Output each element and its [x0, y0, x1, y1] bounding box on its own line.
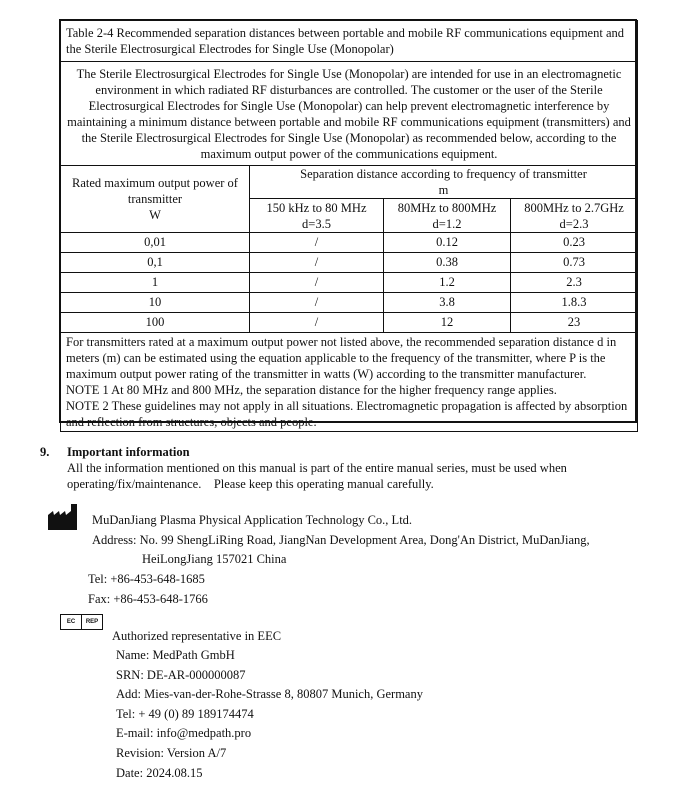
- distance-cell: 1.8.3: [511, 293, 638, 313]
- table-row: [61, 233, 638, 253]
- representative-email: E-mail: info@medpath.pro: [116, 726, 252, 741]
- note-1: NOTE 1 At 80 MHz and 800 MHz, the separation distance for the higher frequency range applies.: [66, 383, 557, 397]
- representative-address: Add: Mies-van-der-Rohe-Strasse 8, 80807 Munich, Germany: [116, 687, 423, 702]
- freq-formula-label: d=2.3: [559, 216, 589, 231]
- distance-cell: /: [250, 273, 384, 293]
- section-body: [40, 460, 640, 492]
- distance-cell: /: [250, 253, 384, 273]
- table-row: [61, 273, 638, 293]
- table-row: [61, 253, 638, 273]
- power-column-header: [61, 166, 250, 233]
- separation-header-unit: m: [438, 183, 449, 197]
- distance-cell: /: [250, 233, 384, 253]
- note-2: NOTE 2 These guidelines may not apply in all situations. Electromagnetic propagation is affected by absorption and reflection from structures, objects and people.: [66, 399, 628, 429]
- freq-formula-label: d=1.2: [432, 216, 462, 231]
- freq-header-80mhz-800mhz: [384, 199, 511, 233]
- representative-name: Name: MedPath GmbH: [116, 648, 235, 662]
- table-row: [61, 293, 638, 313]
- distance-cell: 1.2: [384, 273, 511, 293]
- distance-cell: 23: [511, 313, 638, 333]
- manufacturer-contact: [88, 569, 208, 609]
- manufacturer-address-line2: HeiLongJiang 157021 China: [142, 552, 287, 566]
- manufacturer-factory-icon: [47, 503, 79, 531]
- power-cell: 0,01: [61, 233, 250, 253]
- representative-info: [116, 646, 423, 783]
- freq-header-150khz-80mhz: [250, 199, 384, 233]
- separation-header-line1: Separation distance according to frequency of transmitter: [300, 167, 587, 181]
- freq-range-label: 150 kHz to 80 MHz: [266, 200, 367, 215]
- table-row: [61, 313, 638, 333]
- distance-cell: 3.8: [384, 293, 511, 313]
- representative-srn: SRN: DE-AR-000000087: [116, 667, 246, 682]
- power-cell: 100: [61, 313, 250, 333]
- manufacturer-info: [92, 511, 590, 570]
- important-information-section: [40, 444, 640, 492]
- representative-title: Authorized representative in EEC: [112, 629, 282, 643]
- representative-tel: Tel: + 49 (0) 89 189174474: [116, 706, 254, 721]
- power-cell: 0,1: [61, 253, 250, 273]
- distance-cell: /: [250, 313, 384, 333]
- table-title: Table 2-4 Recommended separation distances between portable and mobile RF communications equipment and the Sterile Electrosurgical Electrodes for Single Use (Monopolar): [61, 21, 638, 62]
- freq-range-label: 800MHz to 2.7GHz: [524, 200, 624, 215]
- distance-cell: 0.23: [511, 233, 638, 253]
- power-header-line1: Rated maximum output power of: [72, 176, 238, 190]
- freq-formula-label: d=3.5: [302, 216, 331, 231]
- freq-range-label: 80MHz to 800MHz: [397, 200, 497, 215]
- power-cell: 1: [61, 273, 250, 293]
- table-description: The Sterile Electrosurgical Electrodes for Single Use (Monopolar) are intended for use in an electromagnetic environment in which radiated RF disturbances are controlled. The customer or the user of the Sterile Electrosurgical Electrodes for Single Use (Monopolar) can help prevent electromagnetic interference by maintaining a minimum distance between portable and mobile RF communications equipment (transmitters) and the Sterile Electrosurgical Electrodes for Single Use (Monopolar) as recommended below, according to the maximum output power of the communications equipment.: [61, 62, 638, 166]
- separation-group-header: [250, 166, 638, 199]
- separation-distance-table: [60, 20, 638, 432]
- manufacturer-fax: Fax: +86-453-648-1766: [88, 592, 208, 606]
- distance-cell: 12: [384, 313, 511, 333]
- ec-rep-badge-left: EC: [61, 615, 82, 629]
- manufacturer-address-line1: Address: No. 99 ShengLiRing Road, JiangNan Development Area, Dong'An District, MuDanJiang,: [92, 532, 590, 547]
- section-title: Important information: [67, 445, 190, 459]
- freq-header-800mhz-2-7ghz: [511, 199, 638, 233]
- ec-rep-icon: [60, 614, 103, 630]
- section-body-line2: operating/fix/maintenance. Please keep this operating manual carefully.: [67, 477, 434, 491]
- manufacturer-name: MuDanJiang Plasma Physical Application Technology Co., Ltd.: [92, 513, 413, 527]
- distance-cell: 0.73: [511, 253, 638, 273]
- power-header-unit: W: [149, 208, 161, 222]
- table-notes: [61, 333, 638, 432]
- power-header-line2: transmitter: [127, 192, 183, 206]
- document-revision: Revision: Version A/7: [116, 745, 227, 760]
- manufacturer-tel: Tel: +86-453-648-1685: [88, 572, 205, 586]
- distance-cell: 0.38: [384, 253, 511, 273]
- section-heading: [40, 444, 640, 460]
- distance-cell: 0.12: [384, 233, 511, 253]
- power-cell: 10: [61, 293, 250, 313]
- distance-cell: /: [250, 293, 384, 313]
- notes-paragraph: For transmitters rated at a maximum output power not listed above, the recommended separation distance d in meters (m) can be estimated using the equation applicable to the frequency of the transmitter, where P is the maximum output power rating of the transmitter in watts (W) according to the transmitter manufacturer.: [66, 335, 617, 381]
- document-date: Date: 2024.08.15: [116, 765, 203, 780]
- ec-rep-badge-right: REP: [85, 619, 99, 625]
- section-number: 9.: [40, 445, 50, 459]
- distance-cell: 2.3: [511, 273, 638, 293]
- section-body-line1: All the information mentioned on this manual is part of the entire manual series, must be used when: [67, 461, 567, 475]
